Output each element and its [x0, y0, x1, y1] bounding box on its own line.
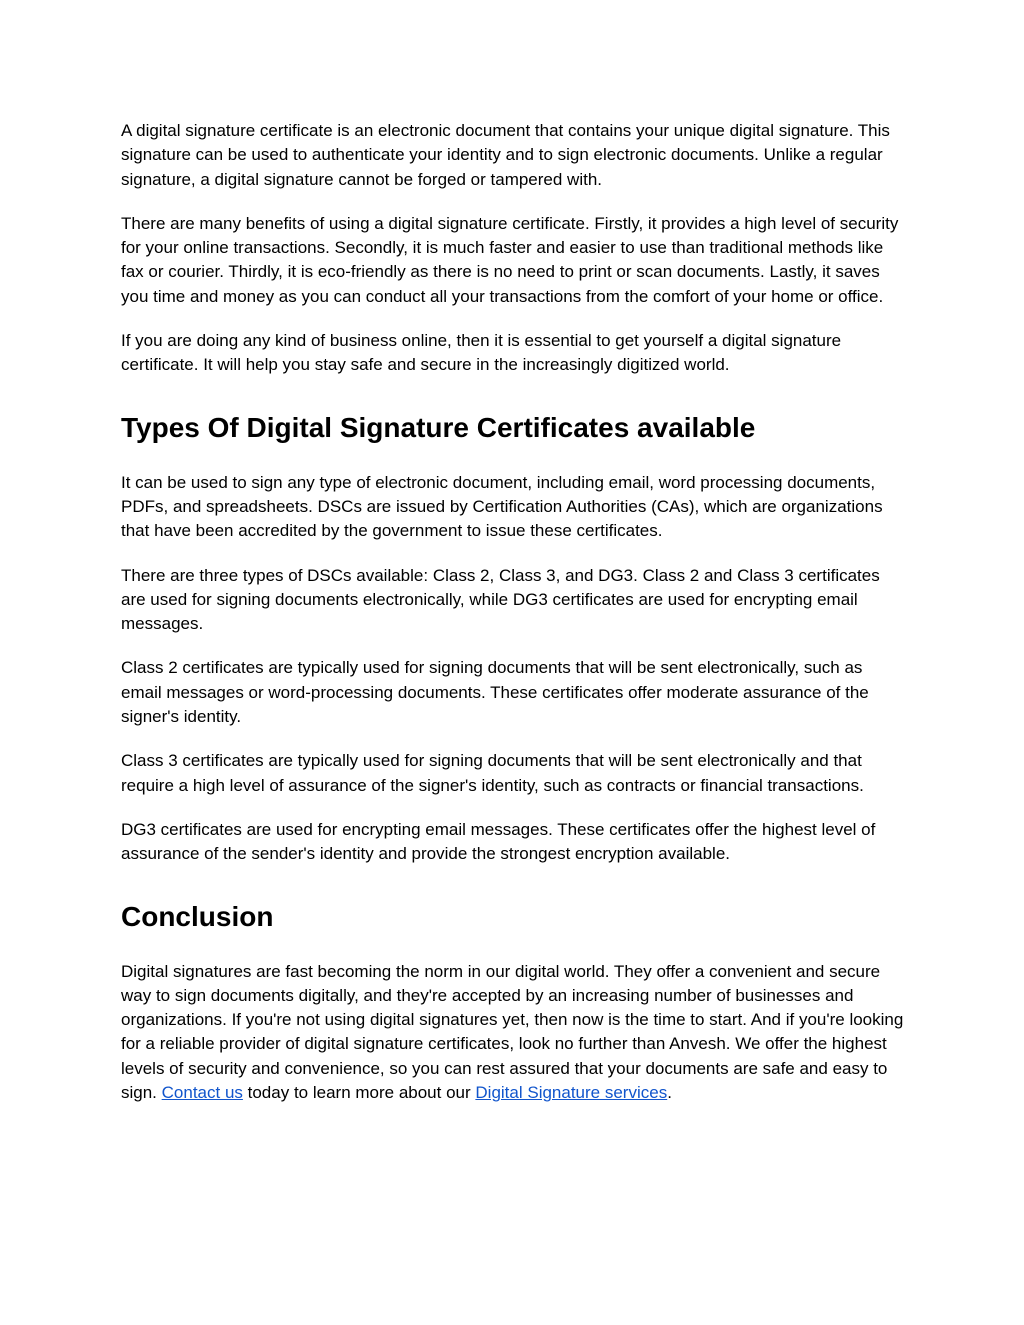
types-paragraph-4: Class 3 certificates are typically used for signing documents that will be sent electronically and that require a high level of assurance of the signer's identity, such as contracts or financial transactions.: [121, 751, 864, 795]
conclusion-text-end: .: [667, 1083, 672, 1103]
conclusion-heading: Conclusion: [121, 900, 274, 932]
intro-paragraph-3: If you are doing any kind of business online, then it is essential to get yourself a digital signature certificate. It will help you stay safe and secure in the increasingly digitized world.: [121, 331, 842, 375]
contact-us-link[interactable]: Contact us: [161, 1083, 243, 1103]
conclusion-paragraph: [121, 960, 907, 1106]
types-paragraph-3: Class 2 certificates are typically used for signing documents that will be sent electronically, such as email messages or word-processing documents. These certificates offer moderate assurance of the signer's identity.: [121, 658, 869, 727]
types-paragraph-2: There are three types of DSCs available: Class 2, Class 3, and DG3. Class 2 and Class 3 certificates are used for signing documents electronically, while DG3 certificates are used for encrypting email messages.: [121, 565, 880, 634]
types-heading: Types Of Digital Signature Certificates available: [121, 411, 756, 443]
digital-signature-services-link[interactable]: Digital Signature services: [475, 1083, 668, 1103]
types-paragraph-5: DG3 certificates are used for encrypting email messages. These certificates offer the highest level of assurance of the sender's identity and provide the strongest encryption available.: [121, 819, 876, 864]
document-page: [121, 119, 907, 1125]
intro-paragraph-1: A digital signature certificate is an electronic document that contains your unique digital signature. This signature can be used to authenticate your identity and to sign electronic documents. Unlike a regular signature, a digital signature cannot be forged or tampered with.: [121, 121, 890, 189]
intro-paragraph-2: There are many benefits of using a digital signature certificate. Firstly, it provides a high level of security for your online transactions. Secondly, it is much faster and easier to use than traditional methods like fax or courier. Thirdly, it is eco-friendly as there is no need to print or scan documents. Lastly, it saves you time and money as you can conduct all your transactions from the comfort of your home or office.: [121, 213, 899, 306]
types-paragraph-1: It can be used to sign any type of electronic document, including email, word processing documents, PDFs, and spreadsheets. DSCs are issued by Certification Authorities (CAs), which are organizations that have been accredited by the government to issue these certificates.: [121, 472, 883, 541]
conclusion-text-start: Digital signatures are fast becoming the norm in our digital world. They offer a convenient and secure way to sign documents digitally, and they're accepted by an increasing number of businesses and organizations. If you're not using digital signatures yet, then now is the time to start. And if you're looking for a reliable provider of digital signature certificates, look no further than Anvesh. We offer the highest levels of security and convenience, so you can rest assured that your documents are safe and easy to sign.: [121, 961, 904, 1103]
conclusion-text-middle: today to learn more about our: [242, 1083, 476, 1103]
